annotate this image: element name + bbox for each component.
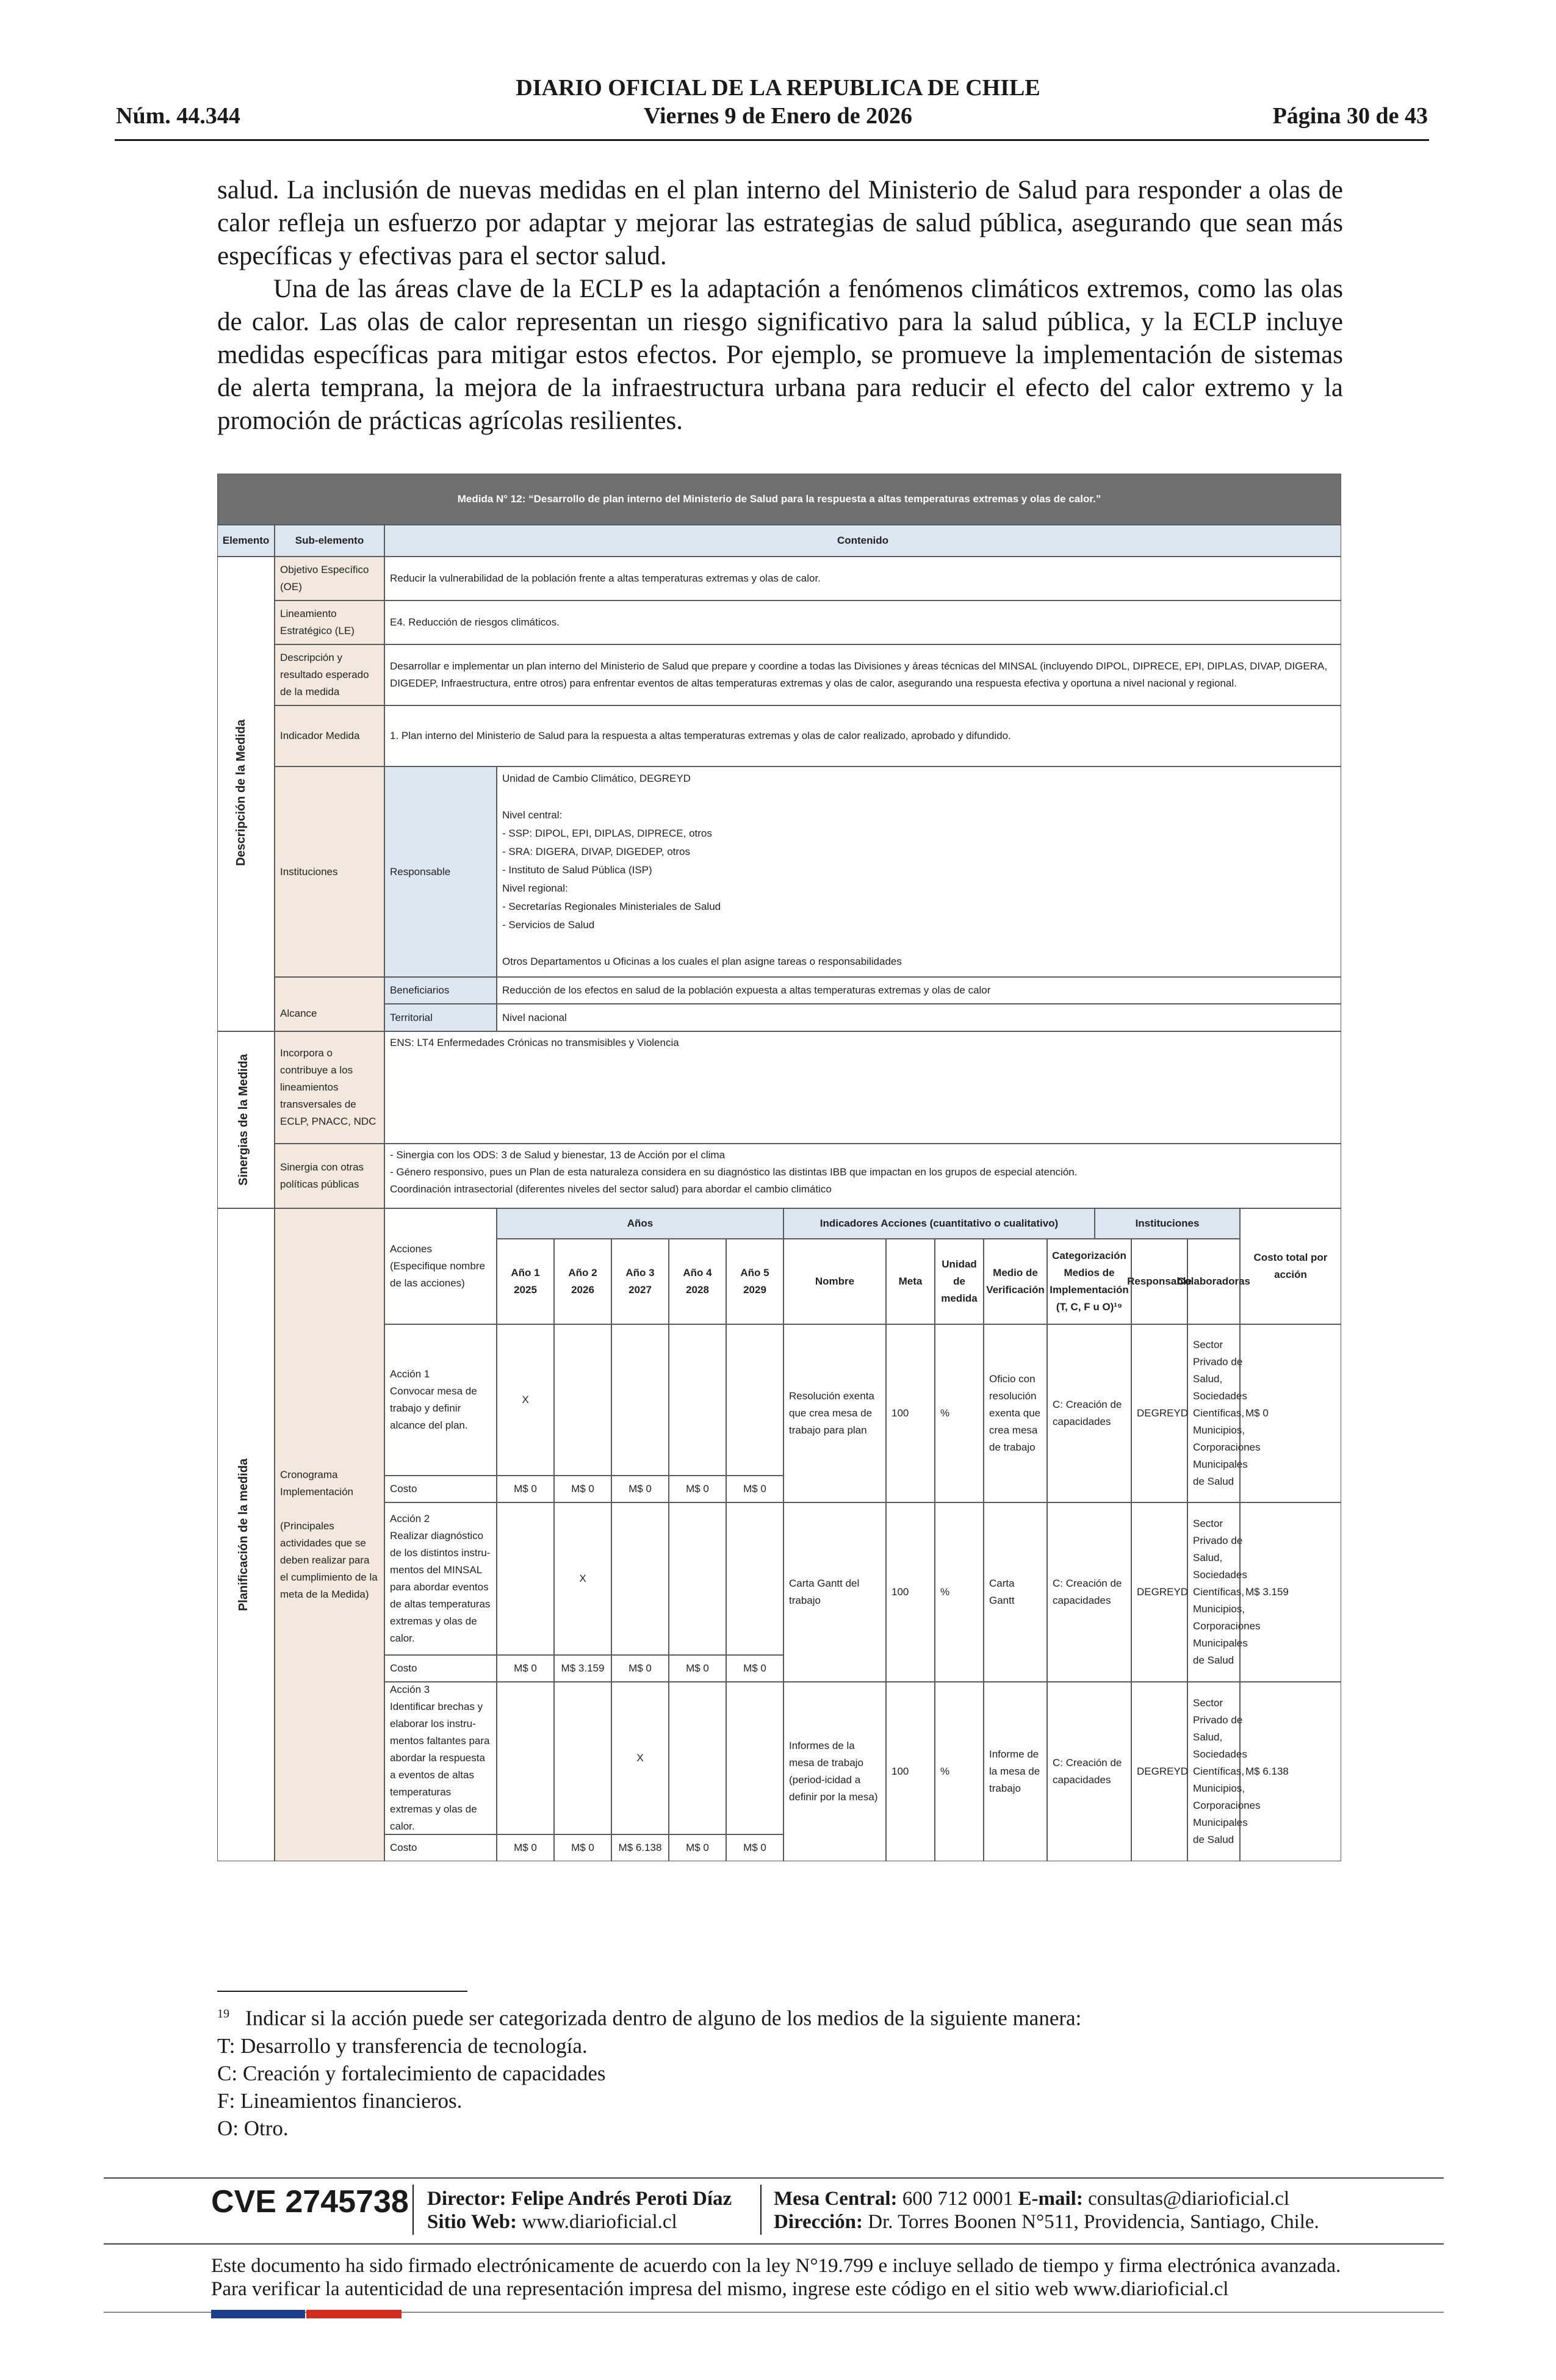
address: Dr. Torres Boonen N°511, Providencia, Santiago, Chile. bbox=[868, 2211, 1319, 2233]
website-link[interactable]: www.diarioficial.cl bbox=[522, 2211, 677, 2233]
accion-1-costo-5: M$ 0 bbox=[726, 1476, 783, 1502]
costo-total-header: Costo total por acción bbox=[1240, 1208, 1341, 1324]
accion-2-year-3 bbox=[611, 1502, 669, 1655]
accion-1-year-2 bbox=[554, 1324, 611, 1476]
footnote bbox=[217, 2000, 1081, 2142]
footer-contact-block: Mesa Central: 600 712 0001 E-mail: consultas@diarioficial.cl Dirección: Dr. Torres Boonen N°511, Providencia, Santiago, Chile. bbox=[774, 2188, 1319, 2233]
accion-2-year-1 bbox=[497, 1502, 554, 1655]
accion-3-costo-2: M$ 0 bbox=[554, 1834, 611, 1861]
accion-2-costo-1: M$ 0 bbox=[497, 1655, 554, 1682]
indicadores-header: Indicadores Acciones (cuantitativo o cualitativo) bbox=[783, 1208, 1095, 1239]
accion-3-costo-label: Costo bbox=[384, 1834, 497, 1861]
accion-1-year-5 bbox=[726, 1324, 783, 1476]
incorpora-value: ENS: LT4 Enfermedades Crónicas no transmisibles y Violencia bbox=[384, 1031, 1341, 1144]
footer-separator-1 bbox=[412, 2185, 414, 2235]
accion-3 bbox=[384, 1682, 497, 1834]
accion-3-year-3: X bbox=[611, 1682, 669, 1834]
alcance-label: Alcance bbox=[275, 977, 384, 1031]
email-link[interactable]: consultas@diarioficial.cl bbox=[1088, 2188, 1290, 2210]
accion-2-medio: Carta Gantt bbox=[984, 1502, 1047, 1682]
accion-2-categorizacion: C: Creación de capacidades bbox=[1047, 1502, 1131, 1682]
publication-title: DIARIO OFICIAL DE LA REPUBLICA DE CHILE bbox=[516, 75, 1040, 101]
accion-2-text: Acción 2 Realizar diagnóstico de los distintos instru-mentos del MINSAL para abordar eventos de altas temperaturas extremas y olas de calor. bbox=[390, 1513, 491, 1644]
accion-2-costo-4: M$ 0 bbox=[669, 1655, 726, 1682]
year-header-2: Año 2 2026 bbox=[554, 1239, 611, 1324]
table-title: Medida N° 12: “Desarrollo de plan interno del Ministerio de Salud para la respuesta a altas temperaturas extremas y olas de calor.” bbox=[217, 474, 1341, 525]
medio-header: Medio de Verificación bbox=[984, 1239, 1047, 1324]
section-sinergias-label: Sinergias de la Medida bbox=[237, 1054, 250, 1186]
issue-number: Núm. 44.344 bbox=[116, 103, 240, 129]
accion-2-colaboradoras: Sector Privado de Salud, Sociedades Científicas, Municipios, Corporaciones Municipales de Salud bbox=[1187, 1502, 1240, 1682]
incorpora-label: Incorpora o contribuye a los lineamientos transversales de ECLP, PNACC, NDC bbox=[275, 1031, 384, 1144]
accion-2-costo-label: Costo bbox=[384, 1655, 497, 1682]
accion-1-year-3 bbox=[611, 1324, 669, 1476]
footnote-rule bbox=[217, 1991, 467, 1992]
accion-3-year-1 bbox=[497, 1682, 554, 1834]
accion-2-year-5 bbox=[726, 1502, 783, 1655]
legal-notice: Este documento ha sido firmado electrónicamente de acuerdo con la ley N°19.799 e incluye sellado de tiempo y firma electrónica avanzada. Para verificar la autenticidad de una representación impresa del mismo, ingrese este código en el sitio web www.diarioficial.cl bbox=[211, 2255, 1341, 2300]
accion-2-unidad: % bbox=[935, 1502, 984, 1682]
territorial-value: Nivel nacional bbox=[497, 1004, 1341, 1031]
footnote-line-5: O: Otro. bbox=[217, 2116, 289, 2140]
year-header-3: Año 3 2027 bbox=[611, 1239, 669, 1324]
accion-2-costo-2: M$ 3.159 bbox=[554, 1655, 611, 1682]
indicador-value: 1. Plan interno del Ministerio de Salud para la respuesta a altas temperaturas extremas y olas de calor realizado, aprobado y difundido. bbox=[384, 705, 1341, 766]
sinergia-value: - Sinergia con los ODS: 3 de Salud y bienestar, 13 de Acción por el clima - Género responsivo, pues un Plan de esta naturaleza considera en su diagnóstico las distintas IBB que impactan en los grupos de especial atención. Coordinación intrasectorial (diferentes niveles del sector salud) para abordar el cambio climático bbox=[384, 1144, 1341, 1208]
accion-3-categorizacion: C: Creación de capacidades bbox=[1047, 1682, 1131, 1861]
year-header-4: Año 4 2028 bbox=[669, 1239, 726, 1324]
section-planificacion bbox=[217, 1208, 275, 1861]
le-value: E4. Reducción de riesgos climáticos. bbox=[384, 600, 1341, 644]
accion-2-year-4 bbox=[669, 1502, 726, 1655]
accion-1-costo-4: M$ 0 bbox=[669, 1476, 726, 1502]
footnote-line-2: T: Desarrollo y transferencia de tecnología. bbox=[217, 2033, 588, 2058]
responsable-value: Unidad de Cambio Climático, DEGREYD Nivel central: - SSP: DIPOL, EPI, DIPLAS, DIPRECE, otros - SRA: DIGERA, DIVAP, DIGEDEP, otros - Instituto de Salud Pública (ISP) Nivel regional: - Secretarías Regionales Ministeriales de Salud - Servicios de Salud Otros Departamentos u Oficinas a los cuales el plan asigne tareas o responsabilidades bbox=[497, 766, 1341, 977]
flag-stripe-blue bbox=[211, 2310, 305, 2318]
anos-header: Años bbox=[497, 1208, 783, 1239]
col-elemento: Elemento bbox=[217, 525, 275, 557]
accion-3-year-4 bbox=[669, 1682, 726, 1834]
accion-1-categorizacion: C: Creación de capacidades bbox=[1047, 1324, 1131, 1502]
year-header-1: Año 1 2025 bbox=[497, 1239, 554, 1324]
section-sinergias bbox=[217, 1031, 275, 1208]
cronograma-label: Cronograma Implementación (Principales actividades que se deben realizar para el cumplimiento de la meta de la Medida) bbox=[275, 1208, 384, 1861]
categorizacion-header: Categorización Medios de Implementación (T, C, F u O)¹⁹ bbox=[1047, 1239, 1131, 1324]
section-descripcion bbox=[217, 557, 275, 1031]
accion-2-responsable: DEGREYD bbox=[1131, 1502, 1187, 1682]
accion-1-year-1: X bbox=[497, 1324, 554, 1476]
page-number: Página 30 de 43 bbox=[1272, 103, 1428, 129]
accion-1-medio: Oficio con resolución exenta que crea mesa de trabajo bbox=[984, 1324, 1047, 1502]
section-planificacion-label: Planificación de la medida bbox=[237, 1458, 250, 1612]
colaboradoras-header: Colaboradoras bbox=[1187, 1239, 1240, 1324]
accion-2-meta: 100 bbox=[886, 1502, 935, 1682]
accion-3-costo-4: M$ 0 bbox=[669, 1834, 726, 1861]
responsable-header: Responsable bbox=[1131, 1239, 1187, 1324]
accion-3-costo-3: M$ 6.138 bbox=[611, 1834, 669, 1861]
paragraph-1: salud. La inclusión de nuevas medidas en el plan interno del Ministerio de Salud para responder a olas de calor refleja un esfuerzo por adaptar y mejorar las estrategias de salud pública, asegurando que sean más específicas y efectivas para el sector salud. bbox=[217, 176, 1343, 270]
accion-3-costo-total: M$ 6.138 bbox=[1240, 1682, 1341, 1861]
instituciones-label: Instituciones bbox=[275, 766, 384, 977]
col-contenido: Contenido bbox=[384, 525, 1341, 557]
accion-1-costo-3: M$ 0 bbox=[611, 1476, 669, 1502]
footer-rule-top bbox=[104, 2177, 1444, 2179]
accion-1: Acción 1 Convocar mesa de trabajo y definir alcance del plan. bbox=[384, 1324, 497, 1476]
year-header-5: Año 5 2029 bbox=[726, 1239, 783, 1324]
unidad-header: Unidad de medida bbox=[935, 1239, 984, 1324]
desc-value: Desarrollar e implementar un plan interno del Ministerio de Salud que prepare y coordine a todas las Divisiones y áreas técnicas del MINSAL (incluyendo DIPOL, DIPRECE, EPI, DIPLAS, DIVAP, DIGERA, DIGEDEP, Infraestructura, entre otros) para enfrentar eventos de altas temperaturas extremas y olas de calor, asegurando una respuesta efectiva y oportuna a nivel nacional y regional. bbox=[384, 644, 1341, 705]
oe-label: Objetivo Específico (OE) bbox=[275, 557, 384, 600]
paragraph-2: Una de las áreas clave de la ECLP es la adaptación a fenómenos climáticos extremos, como las olas de calor. Las olas de calor representan un riesgo significativo para la salud pública, y la ECLP incluye medidas específicas para mitigar estos efectos. Por ejemplo, se promueve la implementación de sistemas de alerta temprana, la mejora de la infraestructura urbana para reducir el efecto del calor extremo y la promoción de prácticas agrícolas resilientes. bbox=[217, 275, 1343, 435]
accion-2 bbox=[384, 1502, 497, 1655]
accion-3-medio: Informe de la mesa de trabajo bbox=[984, 1682, 1047, 1861]
accion-1-unidad: % bbox=[935, 1324, 984, 1502]
accion-3-year-5 bbox=[726, 1682, 783, 1834]
accion-3-nombre: Informes de la mesa de trabajo (period-icidad a definir por la mesa) bbox=[783, 1682, 886, 1861]
cve-code: CVE 2745738 bbox=[211, 2184, 409, 2220]
body-text bbox=[217, 174, 1343, 438]
col-subelemento: Sub-elemento bbox=[275, 525, 384, 557]
accion-3-unidad: % bbox=[935, 1682, 984, 1861]
section-descripcion-label: Descripción de la Medida bbox=[234, 719, 248, 867]
accion-1-costo-label: Costo bbox=[384, 1476, 497, 1502]
phone-number: 600 712 0001 bbox=[902, 2188, 1014, 2210]
accion-2-costo-5: M$ 0 bbox=[726, 1655, 783, 1682]
desc-label: Descripción y resultado esperado de la medida bbox=[275, 644, 384, 705]
accion-3-colaboradoras: Sector Privado de Salud, Sociedades Científicas, Municipios, Corporaciones Municipales de Salud bbox=[1187, 1682, 1240, 1861]
flag-stripe-red bbox=[306, 2310, 402, 2318]
footer-separator-2 bbox=[760, 2185, 762, 2235]
accion-3-costo-1: M$ 0 bbox=[497, 1834, 554, 1861]
footer-director-block: Director: Felipe Andrés Peroti Díaz Sitio Web: www.diarioficial.cl bbox=[427, 2188, 732, 2233]
accion-3-costo-5: M$ 0 bbox=[726, 1834, 783, 1861]
publication-date: Viernes 9 de Enero de 2026 bbox=[643, 103, 913, 129]
accion-2-year-2: X bbox=[554, 1502, 611, 1655]
oe-value: Reducir la vulnerabilidad de la población frente a altas temperaturas extremas y olas de calor. bbox=[384, 557, 1341, 600]
footnote-line-4: F: Lineamientos financieros. bbox=[217, 2088, 463, 2113]
accion-1-costo-1: M$ 0 bbox=[497, 1476, 554, 1502]
accion-1-meta: 100 bbox=[886, 1324, 935, 1502]
beneficiarios-value: Reducción de los efectos en salud de la población expuesta a altas temperaturas extremas y olas de calor bbox=[497, 977, 1341, 1004]
accion-2-costo-total: M$ 3.159 bbox=[1240, 1502, 1341, 1682]
le-label: Lineamiento Estratégico (LE) bbox=[275, 600, 384, 644]
instituciones-header: Instituciones bbox=[1095, 1208, 1240, 1239]
accion-1-colaboradoras: Sector Privado de Salud, Sociedades Científicas, Municipios, Corporaciones Municipales de Salud bbox=[1187, 1324, 1240, 1502]
acciones-header: Acciones (Especifique nombre de las acciones) bbox=[384, 1208, 497, 1324]
meta-header: Meta bbox=[886, 1239, 935, 1324]
header-rule bbox=[115, 139, 1429, 141]
accion-2-costo-3: M$ 0 bbox=[611, 1655, 669, 1682]
accion-1-costo-total: M$ 0 bbox=[1240, 1324, 1341, 1502]
beneficiarios-label: Beneficiarios bbox=[384, 977, 497, 1004]
director-name: Felipe Andrés Peroti Díaz bbox=[511, 2188, 732, 2210]
accion-3-responsable: DEGREYD bbox=[1131, 1682, 1187, 1861]
sinergia-label: Sinergia con otras políticas públicas bbox=[275, 1144, 384, 1208]
footnote-number: 19 bbox=[217, 2007, 229, 2021]
nombre-header: Nombre bbox=[783, 1239, 886, 1324]
accion-1-costo-2: M$ 0 bbox=[554, 1476, 611, 1502]
accion-3-year-2 bbox=[554, 1682, 611, 1834]
footnote-line-1: $^{19}$ Indicar si la acción puede ser categorizada dentro de alguno de los medios de la siguiente manera: bbox=[217, 2006, 1082, 2030]
medida-table bbox=[217, 474, 1341, 1861]
territorial-label: Territorial bbox=[384, 1004, 497, 1031]
accion-1-nombre: Resolución exenta que crea mesa de trabajo para plan bbox=[783, 1324, 886, 1502]
footer-rule-middle bbox=[104, 2243, 1444, 2245]
footnote-line-3: C: Creación y fortalecimiento de capacidades bbox=[217, 2061, 606, 2085]
accion-1-responsable: DEGREYD bbox=[1131, 1324, 1187, 1502]
accion-2-nombre: Carta Gantt del trabajo bbox=[783, 1502, 886, 1682]
accion-1-year-4 bbox=[669, 1324, 726, 1476]
accion-3-text: Acción 3 Identificar brechas y elaborar los instru-mentos faltantes para abordar la respuesta a eventos de altas temperaturas extremas y olas de calor. bbox=[390, 1684, 490, 1832]
indicador-label: Indicador Medida bbox=[275, 705, 384, 766]
accion-3-meta: 100 bbox=[886, 1682, 935, 1861]
responsable-label: Responsable bbox=[384, 766, 497, 977]
